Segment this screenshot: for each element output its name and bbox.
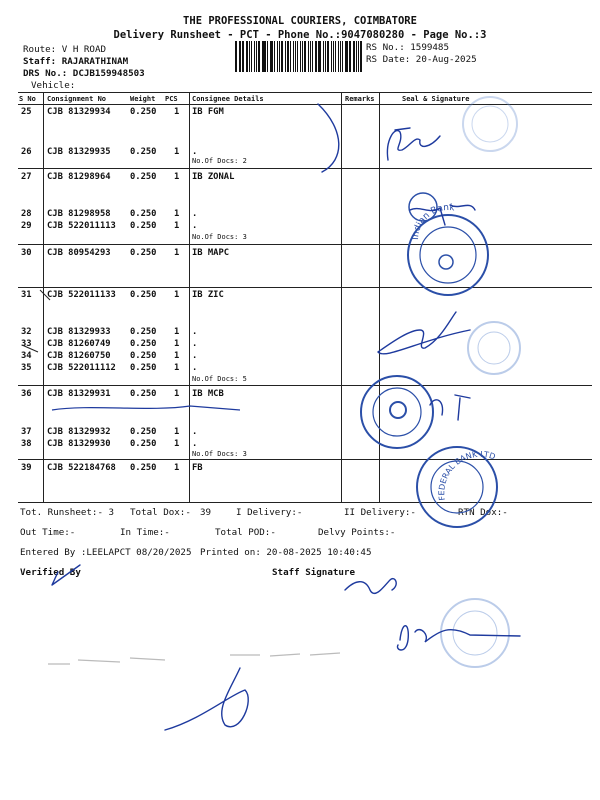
row-weight: 0.250 — [130, 327, 157, 337]
doc-count-note: No.Of Docs: 5 — [192, 375, 247, 383]
row-weight: 0.250 — [130, 147, 157, 157]
doc-count-note: No.Of Docs: 2 — [192, 157, 247, 165]
row-consignment-no: CJB 81329934 — [47, 107, 111, 117]
rs-date: RS Date: 20-Aug-2025 — [366, 54, 477, 65]
row-sno: 35 — [21, 363, 32, 373]
row-weight: 0.250 — [130, 389, 157, 399]
page-subtitle: Delivery Runsheet - PCT - Phone No.:9047080280 - Page No.:3 — [113, 29, 487, 41]
row-consignment-no: CJB 80954293 — [47, 248, 111, 258]
faint-pencil-marks — [48, 653, 340, 664]
vehicle-field: Vehicle: — [31, 80, 76, 91]
row-consignment-no: CJB 522184768 — [47, 463, 116, 473]
row-weight: 0.250 — [130, 107, 157, 117]
entered-by: Entered By :LEELAPCT 08/20/2025 — [20, 547, 192, 558]
row-weight: 0.250 — [130, 339, 157, 349]
row-pcs: 1 — [174, 339, 180, 349]
out-time: Out Time:- — [20, 527, 76, 538]
stamp-text: Indian Bank — [410, 202, 456, 241]
row-pcs: 1 — [174, 363, 180, 373]
row-pcs: 1 — [174, 221, 180, 231]
drs-field: DRS No.: DCJB159948503 — [23, 68, 145, 79]
row-sno: 34 — [21, 351, 32, 361]
row-weight: 0.250 — [130, 172, 157, 182]
row-pcs: 1 — [174, 147, 180, 157]
row-pcs: 1 — [174, 463, 180, 473]
ii-delivery: II Delivery:- — [344, 507, 416, 518]
row-sno: 33 — [21, 339, 32, 349]
row-sno: 37 — [21, 427, 32, 437]
row-weight: 0.250 — [130, 439, 157, 449]
row-consignee-details: . — [192, 221, 198, 231]
row-consignee-details: . — [192, 439, 198, 449]
col-header-weight: Weight — [130, 95, 156, 103]
row-pcs: 1 — [174, 389, 180, 399]
row-consignment-no: CJB 522011112 — [47, 363, 116, 373]
col-header-pcs: PCS — [165, 95, 178, 103]
col-header-remarks: Remarks — [345, 95, 375, 103]
rs-number: RS No.: 1599485 — [366, 42, 449, 53]
row-sno: 32 — [21, 327, 32, 337]
printed-on: Printed on: 20-08-2025 10:40:45 — [200, 547, 372, 558]
row-consignee-details: . — [192, 351, 198, 361]
row-sno: 25 — [21, 107, 32, 117]
row-pcs: 1 — [174, 351, 180, 361]
faint-stamp — [441, 599, 509, 667]
row-consignment-no: CJB 81329935 — [47, 147, 111, 157]
row-weight: 0.250 — [130, 351, 157, 361]
row-pcs: 1 — [174, 427, 180, 437]
row-consignment-no: CJB 522011133 — [47, 290, 116, 300]
row-pcs: 1 — [174, 248, 180, 258]
row-consignment-no: CJB 522011113 — [47, 221, 116, 231]
doc-count-note: No.Of Docs: 3 — [192, 233, 247, 241]
hand-tick — [40, 290, 50, 300]
verified-by: Verified By — [20, 567, 81, 578]
delvy-points: Delvy Points:- — [318, 527, 396, 538]
row-consignment-no: CJB 81329930 — [47, 439, 111, 449]
handwritten-signature — [52, 104, 520, 730]
row-consignee-details: IB ZONAL — [192, 172, 235, 182]
row-consignee-details: . — [192, 339, 198, 349]
row-consignment-no: CJB 81329933 — [47, 327, 111, 337]
total-dox-label: Total Dox:- — [130, 507, 191, 518]
row-sno: 38 — [21, 439, 32, 449]
in-time: In Time:- — [120, 527, 170, 538]
row-consignee-details: . — [192, 147, 198, 157]
row-consignee-details: FB — [192, 463, 203, 473]
i-delivery: I Delivery:- — [236, 507, 303, 518]
col-header-consignee: Consignee Details — [192, 95, 264, 103]
row-sno: 27 — [21, 172, 32, 182]
row-consignee-details: . — [192, 427, 198, 437]
col-header-consignment: Consignment No — [47, 95, 107, 103]
route-value: V H ROAD — [61, 44, 107, 55]
col-header-seal: Seal & Signature — [402, 95, 470, 103]
staff-field: Staff: RAJARATHINAM — [23, 56, 129, 67]
faint-stamp — [463, 97, 517, 151]
rtn-dox: RTN Dox:- — [458, 507, 508, 518]
row-consignment-no: CJB 81260750 — [47, 351, 111, 361]
row-weight: 0.250 — [130, 363, 157, 373]
row-consignment-no: CJB 81260749 — [47, 339, 111, 349]
row-weight: 0.250 — [130, 290, 157, 300]
staff-signature-label: Staff Signature — [272, 567, 355, 578]
row-consignment-no: CJB 81329932 — [47, 427, 111, 437]
row-sno: 29 — [21, 221, 32, 231]
row-sno: 31 — [21, 290, 32, 300]
row-sno: 28 — [21, 209, 32, 219]
row-consignee-details: IB MAPC — [192, 248, 230, 258]
row-consignee-details: IB ZIC — [192, 290, 224, 300]
total-dox-value: 39 — [200, 507, 212, 518]
stamp-text: FEDERAL BANK LTD — [437, 449, 497, 502]
page-title: THE PROFESSIONAL COURIERS, COIMBATORE — [183, 15, 417, 27]
hand-line — [52, 406, 240, 410]
row-pcs: 1 — [174, 439, 180, 449]
row-consignee-details: IB FGM — [192, 107, 224, 117]
row-consignee-details: . — [192, 327, 198, 337]
row-weight: 0.250 — [130, 463, 157, 473]
hand-tick — [22, 345, 38, 352]
row-sno: 26 — [21, 147, 32, 157]
total-pod: Total POD:- — [215, 527, 276, 538]
row-consignment-no: CJB 81298958 — [47, 209, 111, 219]
tot-runsheet: Tot. Runsheet:- 3 — [20, 507, 115, 518]
route-label: Route: — [23, 44, 57, 55]
col-header-sno: S No — [19, 95, 36, 103]
row-sno: 39 — [21, 463, 32, 473]
faint-stamp — [468, 322, 520, 374]
row-sno: 36 — [21, 389, 32, 399]
row-consignee-details: . — [192, 363, 198, 373]
row-consignee-details: IB MCB — [192, 389, 224, 399]
row-pcs: 1 — [174, 107, 180, 117]
row-weight: 0.250 — [130, 248, 157, 258]
bank-seal-stamp — [361, 376, 433, 448]
row-pcs: 1 — [174, 172, 180, 182]
row-weight: 0.250 — [130, 221, 157, 231]
row-weight: 0.250 — [130, 427, 157, 437]
row-sno: 30 — [21, 248, 32, 258]
row-pcs: 1 — [174, 327, 180, 337]
row-pcs: 1 — [174, 209, 180, 219]
row-consignment-no: CJB 81329931 — [47, 389, 111, 399]
row-consignee-details: . — [192, 209, 198, 219]
doc-count-note: No.Of Docs: 3 — [192, 450, 247, 458]
row-pcs: 1 — [174, 290, 180, 300]
row-weight: 0.250 — [130, 209, 157, 219]
row-consignment-no: CJB 81298964 — [47, 172, 111, 182]
